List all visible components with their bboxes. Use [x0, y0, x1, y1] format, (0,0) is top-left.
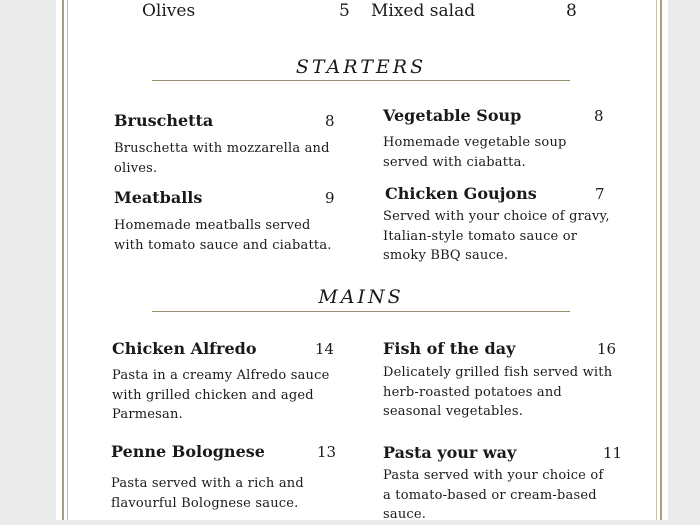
item-meatballs-desc: Homemade meatballs served with tomato sauce and ciabatta.: [114, 218, 332, 253]
item-mixed-salad-name: Mixed salad: [371, 1, 476, 21]
item-chicken-alfredo-price: 14: [315, 340, 335, 358]
item-fish-of-the-day-desc: Delicately grilled fish served with herb-roasted potatoes and seasonal vegetables.: [383, 365, 613, 419]
item-olives-price: 5: [339, 1, 350, 21]
item-bruschetta-name: Bruschetta: [114, 111, 214, 130]
mains-divider: [152, 311, 570, 312]
item-penne-bolognese-name: Penne Bolognese: [111, 442, 265, 461]
section-title-starters: STARTERS: [295, 56, 427, 78]
item-chicken-alfredo-name: Chicken Alfredo: [112, 339, 257, 358]
item-vegetable-soup-desc: Homemade vegetable soup served with ciabatta.: [383, 135, 567, 170]
item-bruschetta-desc: Bruschetta with mozzarella and olives.: [114, 141, 330, 176]
item-fish-of-the-day-name: Fish of the day: [383, 339, 516, 358]
item-meatballs-name: Meatballs: [114, 188, 203, 207]
item-chicken-goujons-desc: Served with your choice of gravy, Italian-style tomato sauce or smoky BBQ sauce.: [383, 209, 610, 263]
item-chicken-goujons-price: 7: [595, 185, 605, 203]
starters-divider: [152, 80, 570, 81]
section-title-mains: MAINS: [318, 286, 404, 308]
item-pasta-your-way-price: 11: [603, 444, 623, 462]
item-penne-bolognese-price: 13: [317, 443, 337, 461]
item-vegetable-soup-name: Vegetable Soup: [383, 106, 522, 125]
item-olives-name: Olives: [142, 1, 196, 21]
item-vegetable-soup-price: 8: [594, 107, 604, 125]
item-pasta-your-way-name: Pasta your way: [383, 443, 517, 462]
item-penne-bolognese-desc: Pasta served with a rich and flavourful Bolognese sauce.: [111, 476, 304, 511]
item-meatballs-price: 9: [325, 189, 335, 207]
item-pasta-your-way-desc: Pasta served with your choice of a tomato-based or cream-based sauce.: [383, 468, 604, 522]
item-fish-of-the-day-price: 16: [597, 340, 617, 358]
item-chicken-alfredo-desc: Pasta in a creamy Alfredo sauce with grilled chicken and aged Parmesan.: [112, 368, 330, 422]
item-bruschetta-price: 8: [325, 112, 335, 130]
item-mixed-salad-price: 8: [566, 1, 577, 21]
item-chicken-goujons-name: Chicken Goujons: [385, 184, 537, 203]
